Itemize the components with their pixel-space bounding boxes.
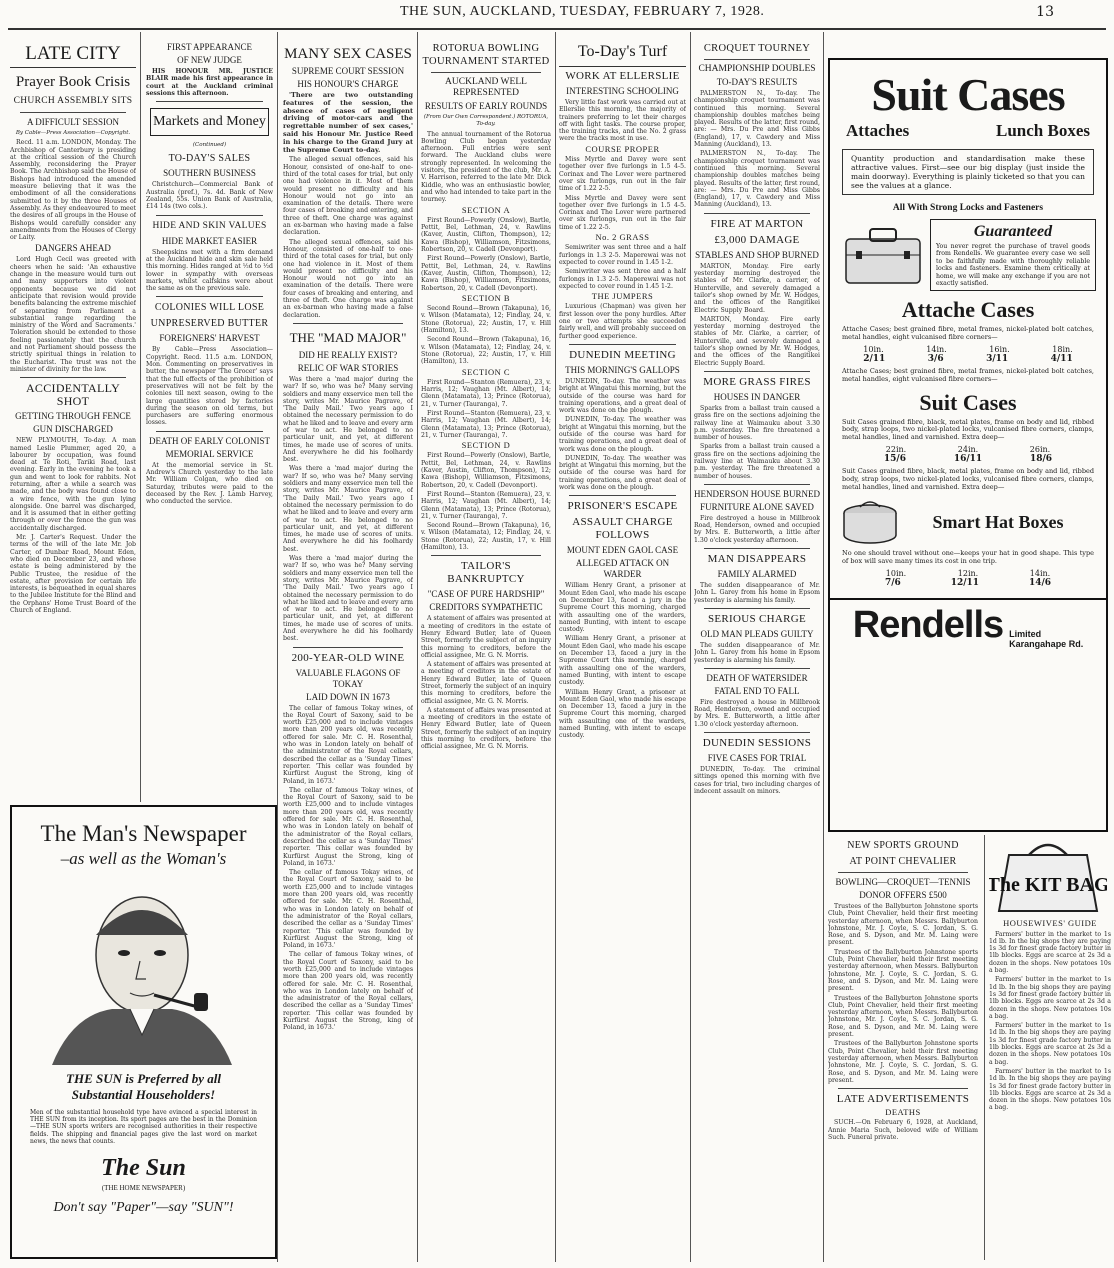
article-text: Miss Myrtle and Davey were sent together over five furlongs in 1.5 4-5. Corinax and The Lover were partnered over six furlongs, run out in the fair time of 1.22 2-5. <box>559 156 686 193</box>
continued-label: (Continued) <box>192 142 227 149</box>
subhead-bowling-croquet-tennis: BOWLING—CROQUET—TENNIS <box>835 877 971 887</box>
column-2 <box>146 38 273 798</box>
headline-rotorua-bowling: ROTORUA BOWLING TOURNAMENT STARTED <box>422 43 550 67</box>
ad-all-with: All With Strong Locks and Fasteners <box>892 203 1044 213</box>
article-text: DUNEDIN, To-day. The weather was bright at Wingatui this morning, but the outside of the course was hard for training operations, and a great deal of work was done on the plough. <box>559 377 686 415</box>
article-text: First Round—Stanton (Remuera), 23, v. Harris, 12; Vaughan (Mt. Albert), 14; Glenn (Matamata), 13; Prince (Rotorua), 21, v. Turner (Tauranga), 7. <box>421 409 551 439</box>
subhead-donor-offers: DONOR OFFERS £500 <box>859 890 947 900</box>
ad-slogan: Don't say "Paper"—say "SUN"! <box>53 1200 234 1216</box>
suit-heading: Suit Cases <box>919 389 1017 415</box>
subhead-todays-results: TO-DAY'S RESULTS <box>716 77 798 87</box>
subhead-dangers-ahead: DANGERS AHEAD <box>35 243 111 254</box>
section-deaths: DEATHS <box>885 1107 921 1118</box>
article-text: A statement of affairs was presented at a meeting of creditors in the estate of Henry Edward Butler, late of Queen Street, formerly the subject of an inquiry this morning to creditors, before the official assignee, Mr. G. N. Morris. <box>421 615 551 659</box>
headline-more-grass-fires: MORE GRASS FIRES <box>703 375 811 388</box>
article-text: William Henry Grant, a prisoner at Mount Eden Gaol, who made his escape on December 13, faced a jury in the Supreme Court this morning, charged with assaulting one of the warders, named Bunting, with intent to escape custody. <box>559 582 686 634</box>
article-text: Was there a 'mad major' during the war? If so, who was he? Many serving soldiers and many exservice men tell the story, writes Mr. Maurice Pagrave, of 'The Daily Mail.' Two years ago I obtained the necessary permission to do what he liked and to leave and every arm of war to act. He belonged to no particular unit, and yet, at different times, he made use of scores of units. And everywhere he did his foolhardy best. <box>283 555 413 643</box>
headline-dunedin-sessions: DUNEDIN SESSIONS <box>702 737 812 750</box>
article-text: First Round—Powerly (Onslow), Bartle, Pettit, Bel, Lethman, 24, v. Rawlins (Kaver, Austin, Clifton, Thompson), 12; Kawa (Bishop), Williamson, Fitzsimons, Robertson, 20, v. Cadell (Devonport). <box>421 216 551 254</box>
attache-size: 16in. <box>989 345 1010 355</box>
attache-size: 10in. <box>863 345 884 355</box>
headline-unpreserved-butter: UNPRESERVED BUTTER <box>150 318 269 330</box>
kit-bag-column <box>984 835 1111 1260</box>
subhead-relic-war-stories: RELIC OF WAR STORIES <box>297 362 399 373</box>
section-d-label: SECTION D <box>461 440 511 451</box>
article-text: By Cable—Press Association—Copyright. Recd. 11.5 a.m. LONDON, Mon. Commenting on preservatives in butter, the newspaper 'The Grocer' says that the full effects of the prohibition of preservatives will not be felt by the colonies till next season, owing to the large quantities stored by factories during the season on old terms, but purchasers are suffering enormous losses. <box>146 346 273 427</box>
section-a-label: SECTION A <box>461 204 511 215</box>
suit-sizes <box>860 445 1076 454</box>
headline-many-sex-cases: MANY SEX CASES <box>284 46 412 62</box>
column-1 <box>10 38 136 798</box>
headline-prayer-book: Prayer Book Crisis <box>15 74 131 90</box>
article-text: Sparks from a ballast train caused a grass fire on the sections adjoining the railway line at Waimauku about 3.30 p.m. yesterday. The fire threatened a number of houses. <box>694 443 820 480</box>
subhead-did-he-exist: DID HE REALLY EXIST? <box>298 349 398 360</box>
article-text: Christchurch—Commercial Bank of Australia (pref.), 7s. 4d. Bank of New Zealand, 55s. Union Bank of Australia, £14 14s (two cols.). <box>146 181 273 211</box>
guarantee-text: You never regret the purchase of travel goods from Rendells. We guarantee every case we sell to be faithfully made with thoroughly reliable locks and fasteners. Examine them critically at home, we will make any exchange if you are not exactly satisfied. <box>936 243 1090 288</box>
guarantee-box <box>930 219 1096 291</box>
suit-price: 18/6 <box>1029 454 1053 465</box>
hat-price: 12/11 <box>950 578 980 588</box>
headline-death-watersider: DEATH OF WATERSIDER <box>706 672 808 683</box>
byline: By Cable—Press Association—Copyright. <box>15 130 131 136</box>
attache-price: 4/11 <box>1050 354 1073 365</box>
column-7 <box>828 835 978 1260</box>
ad-brand-sub: (THE HOME NEWSPAPER) <box>101 1184 186 1193</box>
subhead-stables-shop: STABLES AND SHOP BURNED <box>695 249 819 260</box>
suit-size: 24in. <box>957 445 979 455</box>
article-text: The alleged sexual offences, said his Honour, consisted of one-half to one-third of the total cases for trial, but only one had violence in it. Most of them would present no difficulty and his Honour would not go into an examination of the details. There were four cases of breaking and entering, and three of theft. One charge was against an ex-barman who having made a false declaration. <box>283 156 413 237</box>
headline-dunedin-meeting: DUNEDIN MEETING <box>569 348 676 361</box>
subhead-supreme-court: SUPREME COURT SESSION <box>291 66 405 76</box>
attache-price: 3/11 <box>986 354 1009 365</box>
article-text: Second Round—Brown (Takapuna), 16, v. Wilson (Matamata), 12; Findlay, 24, v. Stone (Rotorua), 22; Austin, 17, v. Hill (Hamilton), 13. <box>421 522 551 552</box>
article-text: NEW PLYMOUTH, To-day. A man named Leslie Plummer, aged 20, a labourer by occupation, was found dead at Te Roti, Tariki Road, last evening. Early in the evening he took a gun and went to look for rabbits. Not returning, after a while a search was made, and the body was found close to a wire fence, with the gun lying alongside. One barrel was discharged, and it is assumed that in either getting through or over the fence the gun was accidentally discharged. <box>10 437 136 532</box>
attache-text: Attache Cases; best grained fibre, metal frames, nickel-plated bolt catches, metal handles, eight vulcanised fibre corners— <box>842 325 1094 342</box>
headline-fire-marton: FIRE AT MARTON <box>710 217 804 230</box>
suitcase-illustration <box>840 219 926 289</box>
hat-price: 7/6 <box>884 578 901 588</box>
section-jumpers: THE JUMPERS <box>591 291 654 302</box>
subhead-gun-discharged: GUN DISCHARGED <box>33 424 113 435</box>
subhead-new-judge: OF NEW JUDGE <box>177 55 242 65</box>
attache-price: 3/6 <box>927 354 944 365</box>
hat-size: 10in. <box>885 569 907 578</box>
late-city-label: LATE CITY <box>10 44 136 68</box>
subhead-fatal-fall: FATAL END TO FALL <box>714 685 800 696</box>
hat-size: 14in. <box>1029 569 1051 578</box>
headline-hide-skin: HIDE AND SKIN VALUES <box>152 220 267 231</box>
hat-heading: Smart Hat Boxes <box>932 511 1064 532</box>
article-text: Fire destroyed a house in Millbrook Road, Henderson, owned and occupied by Mrs. E. Butterworth, a little after 1.30 o'clock yesterday afternoon. <box>694 698 820 728</box>
attache-prices <box>842 354 1094 364</box>
hat-price: 14/6 <box>1028 578 1052 588</box>
article-text: MARTON, Monday. Fire early yesterday morning destroyed the stables of Mr. Clarke, a carrier, of Hunterville, and severely damaged a tailor's shop owned by Mr. W. Hodges, and the offices of the Rangitikei Electric Supply Board. <box>694 315 820 367</box>
subhead-houses-danger: HOUSES IN DANGER <box>713 391 801 402</box>
ad-subtitle-row <box>830 121 1106 141</box>
article-text: First Round—Stanton (Remuera), 23, v. Harris, 12; Vaughan (Mt. Albert), 14; Glenn (Matamata), 13; Prince (Rotorua), 21, v. Turner (Tauranga), 7. <box>421 378 551 408</box>
article-lead: 'There are two outstanding features of the session, the absence of cases of negligent driving of motor-cars and the regrettable number of sex cases,' said his Honour Mr. Justice Reed in his charge to the Grand Jury at the Supreme Court to-day. <box>283 91 413 154</box>
column-3 <box>283 38 413 1258</box>
ad-intro-box <box>842 149 1094 195</box>
article-text: Farmers' butter in the market to 1s 1d lb. In the big shops they are paying 1s 3d for finest grade factory butter in 1lb blocks. Eggs are scarce at 2s 3d a dozen in the shops. New potatoes 10s a bag. <box>989 976 1111 1020</box>
subhead-church-assembly: CHURCH ASSEMBLY SITS <box>13 96 133 106</box>
subhead-honours-charge: HIS HONOUR'S CHARGE <box>297 79 399 89</box>
subhead-results-early-rounds: RESULTS OF EARLY ROUNDS <box>424 101 548 111</box>
article-text: The sudden disappearance of Mr. John L. Garey from his home in Epsom yesterday is alarming his family. <box>694 641 820 664</box>
column-rule <box>417 32 418 1262</box>
article-text: DUNEDIN, To-day. The criminal sittings opened this morning with five cases for trial, two including charges of indecent assault on minors. <box>694 766 820 795</box>
ad-attaches: Attaches <box>846 121 910 140</box>
column-6 <box>694 38 820 1258</box>
article-text: The cellar of famous Tokay wines, of the Royal Court of Saxony, said to be worth £25,000 and to include vintages more than 200 years old, was recently offered for sale. Mr. C. H. Rosenthal, who was in London lately on behalf of the administrator of the Royal cellars, described the cellar as a 'Sunday Times' reporter. 'This cellar was founded by Kurfürst August the Strong, king of Poland, in 1673.' <box>283 786 413 867</box>
headline-prisoners-escape: PRISONER'S ESCAPE <box>567 500 678 513</box>
hatbox-illustration <box>840 497 900 547</box>
article-text: Recd. 11 a.m. LONDON, Monday. The Archbishop of Canterbury is presiding at the critical session of the Church Assembly, reconsidering the Prayer Book. The Archbishop said the House of Bishops had introduced the amended measure believing that it was the embodiment of all the considerations submitted to it by the three Houses of Assembly. As they endeavoured to meet the desires of all groups in the House of Bishops would carefully consider any amendments from the Houses of Clergy or Laity. <box>10 139 136 242</box>
article-text: Luxurious (Chapman) was given her first lesson over the pony hurdles. After one or two attempts she succeeded fairly well, and will probably succeed on further good experience. <box>559 303 686 340</box>
subhead-laid-down-1673: LAID DOWN IN 1673 <box>306 691 390 702</box>
article-text: The annual tournament of the Rotorua Bowling Club began yesterday afternoon. Full entries were sent forward. The Auckland clubs were strongly represented. In welcoming the visitors, the president of the club, Mr. A. V. Harrison, referred to the late Mr. Dick Kiddle, who was an enthusiastic bowler, and who had intended to take part in the tourney. <box>421 130 551 204</box>
article-text: Farmers' butter in the market to 1s 1d lb. In the big shops they are paying 1s 3d for finest grade factory butter in 1lb blocks. Eggs are scarce at 2s 3d a dozen in the shops. New potatoes 10s a bag. <box>989 930 1111 975</box>
article-text: First Round—Powerly (Onslow), Bartle, Pettit, Bel, Lethman, 24, v. Rawlins (Kaver, Austin, Clifton, Thompson), 12; Kawa (Bishop), Williamson, Fitzsimons, Robertson, 20, v. Cadell (Devonport). <box>421 452 551 489</box>
article-text: William Henry Grant, a prisoner at Mount Eden Gaol, who made his escape on December 13, faced a jury in the Supreme Court this morning, charged with assaulting one of the warders, named Bunting, with intent to escape custody. <box>559 635 686 687</box>
article-text: At the memorial service in St. Andrew's Church yesterday to the late Mr. William Colgan, who died on Saturday, tributes were paid to the deceased by the Rev. J. Lamb Harvey, who conducted the service. <box>146 461 273 506</box>
subhead-memorial-service: MEMORIAL SERVICE <box>165 448 254 459</box>
suit-price: 16/11 <box>953 454 983 465</box>
subhead-difficult-session: A DIFFICULT SESSION <box>26 117 120 127</box>
article-text: Very little fast work was carried out at Ellerslie this morning, the majority of trainers preferring to let their charges off with light tasks. The course proper, the training tracks, and the No. 2 grass were the tracks most in use. <box>559 99 686 143</box>
subhead-championship-doubles: CHAMPIONSHIP DOUBLES <box>698 64 816 74</box>
article-text: Miss Myrtle and Davey were sent together over five furlongs in 1.5 4-5. Corinax and The Lover were partnered over six furlongs, run out in the fair time of 1.22 2-5. <box>559 194 686 231</box>
attache-heading: Attache Cases <box>901 297 1035 323</box>
subhead-pure-hardship: "CASE OF PURE HARDSHIP" <box>427 589 545 600</box>
ad-body: Men of the substantial household type have evinced a special interest in THE SUN from its inception. Its sport pages are the best in the Dominion—THE SUN sports writers are recognised authorities in their respective fields. The shipping and financial pages give the last word on market news, the news that counts. <box>30 1109 257 1145</box>
section-course-proper: COURSE PROPER <box>585 143 660 154</box>
ad-subtitle: –as well as the Woman's <box>60 849 227 868</box>
article-text: A statement of affairs was presented at a meeting of creditors in the estate of Henry Edward Butler, late of Queen Street, formerly the subject of an inquiry this morning to creditors, before the official assignee, Mr. G. N. Morris. <box>421 706 551 751</box>
headline-late-advertisements: LATE ADVERTISEMENTS <box>836 1093 970 1106</box>
suit-price: 15/6 <box>883 454 906 465</box>
article-text: The alleged sexual offences, said his Honour, consisted of one-half to one-third of the total cases for trial, but only one had violence in it. Most of them would present no difficulty and his Honour would not go into an examination of the details. There were four cases of breaking and entering, and three of theft. One charge was against an ex-barman who having made a false declaration. <box>283 238 413 319</box>
article-text: Semiwriter was sent three and a half furlongs in 1.3 2-5. Maperewai was not expected to cover round in 1.45 1-2. <box>559 244 686 266</box>
article-text: Semiwriter was sent three and a half furlongs in 1.3 2-5. Maperewai was not expected to cover round in 1.45 1-2. <box>559 268 686 290</box>
column-rule <box>277 32 278 1262</box>
ad-title: Suit Cases <box>871 69 1065 120</box>
headline-todays-turf: To-Day's Turf <box>559 42 686 67</box>
headline-200-year-wine: 200-YEAR-OLD WINE <box>291 651 405 664</box>
column-rule <box>140 32 141 802</box>
markets-heading: Markets and Money <box>153 114 266 130</box>
ad-brand: Rendells <box>852 604 1004 646</box>
suit-prices <box>860 454 1076 464</box>
subhead-family-alarmed: FAMILY ALARMED <box>717 569 797 580</box>
ad-brand-address: Karangahape Rd. <box>1009 639 1084 649</box>
article-text: William Henry Grant, a prisoner at Mount Eden Gaol, who made his escape on December 13, faced a jury in the Supreme Court this morning, charged with assaulting one of the warders, named Bunting, with intent to escape custody. <box>559 688 686 740</box>
subhead-hide-market: HIDE MARKET EASIER <box>161 235 258 246</box>
article-text: Second Round—Brown (Takapuna), 16, v. Wilson (Matamata), 12; Findlay, 24, v. Stone (Rotorua), 22; Austin, 17, v. Hill (Hamilton), 13. <box>421 305 551 335</box>
column-rule <box>823 32 824 1262</box>
attache-size: 18in. <box>1052 345 1073 355</box>
article-text: The cellar of famous Tokay wines, of the Royal Court of Saxony, said to be worth £25,000 and to include vintages more than 200 years old, was recently offered for sale. Mr. C. H. Rosenthal, who was in London lately on behalf of the administrator of the Royal cellars, described the cellar as a 'Sunday Times' reporter. 'This cellar was founded by Kurfürst August the Strong, king of Poland, in 1673.' <box>283 951 413 1032</box>
article-text: Sparks from a ballast train caused a grass fire on the sections adjoining the railway line at Waimauku about 3.30 p.m. yesterday. The fire threatened a number of houses. <box>694 404 820 442</box>
subhead-valuable-flagons: VALUABLE FLAGONS OF TOKAY <box>295 667 401 689</box>
column-rule <box>690 32 691 1262</box>
headline-death-early-colonist: DEATH OF EARLY COLONIST <box>148 435 270 446</box>
article-text: Fire destroyed a house in Millbrook Road, Henderson, owned and occupied by Mrs. E. Butterworth, a little after 1.30 o'clock yesterday afternoon. <box>694 514 820 544</box>
headline-henderson-house: HENDERSON HOUSE BURNED <box>694 488 820 499</box>
headline-accidentally-shot: ACCIDENTALLY SHOT <box>25 381 121 409</box>
headline-new-sports-ground: NEW SPORTS GROUND <box>847 840 959 851</box>
suit-size: 22in. <box>885 445 907 455</box>
subhead-creditors-sympathetic: CREDITORS SYMPATHETIC <box>429 602 543 613</box>
kit-bag-title: The KIT BAG <box>989 874 1107 896</box>
article-text: Trustees of the Ballyburton Johnstone sports Club, Point Chevalier, held their first meeting yesterday afternoon, when Messrs. Ballyburton Johnstone, Mr. J. Coyle, S. C. Jordan, S. G. Rose, and S. Dyson, and Mr. M. Laing were present. <box>828 948 978 993</box>
section-c-label: SECTION C <box>461 366 511 377</box>
article-text: SUCH.—On February 6, 1928, at Auckland, Annie Maria Such, beloved wife of William Such. Funeral private. <box>828 1119 978 1142</box>
ad-brand-suffix: Limited <box>1009 629 1042 639</box>
ad-line2: Substantial Householders! <box>71 1087 216 1102</box>
article-text: PALMERSTON N., To-day. The championship croquet tournament was continued this morning. Several championship doubles matches being played. Results of the latter, first round, are: — Mrs. Du Pre and Miss Gibbs (England), 17, v. Cawdery and Miss Manning (Auckland), 13. <box>694 150 820 209</box>
article-text: HIS HONOUR MR. JUSTICE BLAIR made his first appearance in court at the Auckland criminal sessions this afternoon. <box>146 68 273 97</box>
page-number: 13 <box>1036 4 1054 20</box>
article-text: Sheepskins met with a firm demand at the Auckland hide and skin sale held this morning. Hides ranged at ½d to ½d lower in sympathy with overseas markets, whilst calfskins were about the same as on the previous sale. <box>146 248 273 293</box>
subhead-southern-business: SOUTHERN BUSINESS <box>163 168 256 179</box>
article-text: Mr. J. Carter's Request. Under the terms of the will of the late Mr. Job Carter, of Dunbar Road, Mount Eden, who died on December 23, and whose estate is being administered by the Public Trustee, the residue of the estate, after provision for certain life interests, is bequeathed in equal shares to the Jubilee Institute for the Blind and the Orphans' Home Trust Board of the Church of England. <box>10 534 136 615</box>
ad-mans-newspaper <box>10 805 277 1259</box>
subhead-mornings-gallops: THIS MORNING'S GALLOPS <box>565 364 680 375</box>
ad-title: The Man's Newspaper <box>40 821 247 846</box>
subhead-old-man-guilty: OLD MAN PLEADS GUILTY <box>700 628 814 639</box>
ad-brand: The Sun <box>101 1155 186 1182</box>
article-text: Trustees of the Ballyburton Johnstone sports Club, Point Chevalier, held their first meeting yesterday afternoon, when Messrs. Ballyburton Johnstone, Mr. J. Coyle, S. C. Jordan, S. G. Rose, and S. Dyson, and Mr. M. Laing were present. <box>828 903 978 947</box>
hat-sizes <box>860 569 1076 578</box>
suit-text: Suit Cases grained fibre, black, metal plates, frame on body and lid, ribbed body, strap loops, two nickel-plated locks, vulcanised fibre corners, clamps, metal handles, lined and varnished. Extra deep— <box>842 417 1094 442</box>
subhead-getting-through-fence: GETTING THROUGH FENCE <box>15 411 131 422</box>
headline-assault-charge: ASSAULT CHARGE FOLLOWS <box>572 516 673 542</box>
subhead-interesting-schooling: INTERESTING SCHOOLING <box>566 86 679 96</box>
guarantee-heading: Guaranteed <box>973 223 1053 240</box>
subhead-foreigners-harvest: FOREIGNERS' HARVEST <box>159 333 260 344</box>
column-4 <box>421 38 551 1258</box>
subhead-3000-damage: £3,000 DAMAGE <box>714 233 800 246</box>
man-with-pipe-illustration <box>12 875 271 1065</box>
attache-size: 14in. <box>926 345 947 355</box>
kit-bag-illustration <box>989 835 1107 915</box>
article-text: First Round—Stanton (Remuera), 23, v. Harris, 12; Vaughan (Mt. Albert), 14; Glenn (Matamata), 13; Prince (Rotorua), 21, v. Turner (Tauranga), 7. <box>421 490 551 520</box>
ad-line1: THE SUN is Preferred by all <box>66 1071 221 1086</box>
subhead-mount-eden-gaol: MOUNT EDEN GAOL CASE <box>566 545 679 556</box>
article-text: Trustees of the Ballyburton Johnstone sports Club, Point Chevalier, held their first meeting yesterday afternoon, when Messrs. Ballyburton Johnstone, Mr. J. Coyle, S. C. Jordan, S. G. Rose, and S. Dyson, and Mr. M. Laing were present. <box>828 994 978 1039</box>
article-text: MARTON, Monday. Fire early yesterday morning destroyed the stables of Mr. Clarke, a carrier, of Hunterville, and severely damaged a tailor's shop owned by Mr. W. Hodges, and the offices of the Rangitikei Electric Supply Board. <box>694 262 820 314</box>
ad-brand-row <box>830 598 1106 649</box>
article-text: DUNEDIN, To-day. The weather was bright at Wingatui this morning, but the outside of the course was hard for training operations, and a great deal of work was done on the plough. <box>559 416 686 453</box>
column-rule <box>555 32 556 1262</box>
article-text: The cellar of famous Tokay wines, of the Royal Court of Saxony, said to be worth £25,000 and to include vintages more than 200 years old, was recently offered for sale. Mr. C. H. Rosenthal, who was in London lately on behalf of the administrator of the Royal cellars, described the cellar as a 'Sunday Times' reporter. 'This cellar was founded by Kurfürst August the Strong, king of Poland, in 1673.' <box>283 704 413 785</box>
attache-price: 2/11 <box>863 354 886 365</box>
article-text: Was there a 'mad major' during the war? If so, who was he? Many serving soldiers and many exservice men tell the story, writes Mr. Maurice Pagrave, of 'The Daily Mail.' Two years ago I obtained the necessary permission to do what he liked and to leave and every arm of war to act. He belonged to no particular unit, and yet, at different times, he made use of scores of units. And everywhere he did his foolhardy best. <box>283 465 413 553</box>
headline-todays-sales: TO-DAY'S SALES <box>168 153 251 165</box>
section-no2-grass: No. 2 GRASS <box>595 232 650 243</box>
article-text: A statement of affairs was presented at a meeting of creditors in the estate of Henry Edward Butler, late of Queen Street, formerly the subject of an inquiry this morning to creditors, before the official assignee, Mr. G. N. Morris. <box>421 661 551 705</box>
headline-mad-major: THE "MAD MAJOR" <box>289 329 407 345</box>
column-5 <box>559 38 686 1258</box>
article-text: Was there a 'mad major' during the war? If so, who was he? Many serving soldiers and many exservice men tell the story, writes Mr. Maurice Pagrave, of 'The Daily Mail.' Two years ago I obtained the necessary permission to do what he liked and to leave and every arm of war to act. He belonged to no particular unit, and yet, at different times, he made use of scores of units. And everywhere he did his foolhardy best. <box>283 375 413 464</box>
subhead-alleged-attack: ALLEGED ATTACK ON WARDER <box>575 558 670 580</box>
section-b-label: SECTION B <box>461 292 511 303</box>
subhead-furniture-saved: FURNITURE ALONE SAVED <box>700 501 814 512</box>
attache-text-2: Attache Cases; best grained fibre, metal frames, nickel-plated bolt catches, metal handles, eight vulcanised fibre corners— <box>842 367 1094 383</box>
article-text: First Round—Powerly (Onslow), Bartle, Pettit, Bel, Lethman, 24, v. Rawlins (Kaver, Austin, Clifton, Thompson), 12; Kawa (Bishop), Williamson, Fitzsimons, Robertson, 20, v. Cadell (Devonport). <box>421 255 551 292</box>
suit-size: 26in. <box>1029 445 1051 455</box>
headline-croquet-tourney: CROQUET TOURNEY <box>703 43 811 54</box>
suit-text-2: Suit Cases grained fibre, black, metal plates, frame on body and lid, ribbed body, strap loops, two nickel-plated locks, vulcanised fibre corners, clamps, metal handles, lined and varnished. Extra deep— <box>842 467 1094 491</box>
article-text: Farmers' butter in the market to 1s 1d lb. In the big shops they are paying 1s 3d for finest grade factory butter in 1lb blocks. Eggs are scarce at 2s 3d a dozen in the shops. New potatoes 10s a bag. <box>989 1022 1111 1066</box>
headline-man-disappears: MAN DISAPPEARS <box>707 553 807 566</box>
attache-sizes <box>842 345 1094 354</box>
byline: (From Our Own Correspondent.) ROTORUA, To-day. <box>423 114 549 128</box>
article-text: Second Round—Brown (Takapuna), 16, v. Wilson (Matamata), 12; Findlay, 24, v. Stone (Rotorua), 22; Austin, 17, v. Hill (Hamilton), 13. <box>421 336 551 366</box>
article-text: Trustees of the Ballyburton Johnstone sports Club, Point Chevalier, held their first meeting yesterday afternoon, when Messrs. Ballyburton Johnstone, Mr. J. Coyle, S. C. Jordan, S. G. Rose, and S. Dyson, and Mr. M. Laing were present. <box>828 1040 978 1084</box>
ad-intro: Quantity production and standardisation make these attractive values. First—see our big display (just inside the main doorway). Everything is plainly ticketed so that you can see the values at a glance. <box>851 154 1085 190</box>
article-text: Farmers' butter in the market to 1s 1d lb. In the big shops they are paying 1s 3d for finest grade factory butter in 1lb blocks. Eggs are scarce at 2s 3d a dozen in the shops. New potatoes 10s a bag. <box>989 1067 1111 1112</box>
ad-lunch-boxes: Lunch Boxes <box>996 121 1090 140</box>
headline-first-appearance: FIRST APPEARANCE <box>166 42 253 52</box>
headline-serious-charge: SERIOUS CHARGE <box>707 612 807 625</box>
masthead-rule <box>8 28 1106 30</box>
article-text: The cellar of famous Tokay wines, of the Royal Court of Saxony, said to be worth £25,000 and to include vintages more than 200 years old, was recently offered for sale. Mr. C. H. Rosenthal, who was in London lately on behalf of the administrator of the Royal cellars, described the cellar as a 'Sunday Times' reporter. 'This cellar was founded by Kurfürst August the Strong, king of Poland, in 1673.' <box>283 869 413 950</box>
ad-suit-cases <box>828 58 1108 832</box>
hat-prices <box>860 578 1076 588</box>
article-text: Lord Hugh Cecil was greeted with cheers when he said: 'An exhaustive change in the measure would turn out and many supporters into violent opponents because we did not anticipate that revision would provide benefits balancing the extreme mischief of separating from Parliament a substantial range regarding the ministry of the Word and Sacraments.' Toleration should be extended to those feeling passionately that the church and not Parliament should possess the strictly spiritual things in relation to the Eucharist. The trust was not the minister of divinity for the law. <box>10 256 136 373</box>
article-text: DUNEDIN, To-day. The weather was bright at Wingatui this morning, but the outside of the course was hard for training operations, and a great deal of work was done on the plough. <box>559 454 686 492</box>
subhead-five-cases: FIVE CASES FOR TRIAL <box>707 753 807 764</box>
hat-text: No one should travel without one—keeps your hat in good shape. This type of box will save many times its cost in one trip. <box>842 549 1094 566</box>
headline-point-chevalier: AT POINT CHEVALIER <box>849 856 957 867</box>
article-text: PALMERSTON N., To-day. The championship croquet tournament was continued this morning. Several championship doubles matches being played. Results of the latter, first round, are: — Mrs. Du Pre and Miss Gibbs (England), 17, v. Cawdery and Miss Manning (Auckland), 13. <box>694 90 820 149</box>
hat-size: 12in. <box>957 569 979 578</box>
masthead <box>0 0 1114 30</box>
subhead-work-ellerslie: WORK AT ELLERSLIE <box>565 70 680 82</box>
masthead-title: THE SUN, AUCKLAND, TUESDAY, FEBRUARY 7, 1928. <box>400 4 765 19</box>
headline-tailors-bankruptcy: TAILOR'S BANKRUPTCY <box>447 560 525 586</box>
subhead-auckland-represented: AUCKLAND WELL REPRESENTED <box>445 77 527 98</box>
headline-colonies-will-lose: COLONIES WILL LOSE <box>154 302 265 314</box>
article-text: The sudden disappearance of Mr. John L. Garey from his home in Epsom yesterday is alarming his family. <box>694 582 820 604</box>
markets-banner <box>150 108 269 136</box>
housewives-guide: HOUSEWIVES' GUIDE <box>1003 918 1097 929</box>
